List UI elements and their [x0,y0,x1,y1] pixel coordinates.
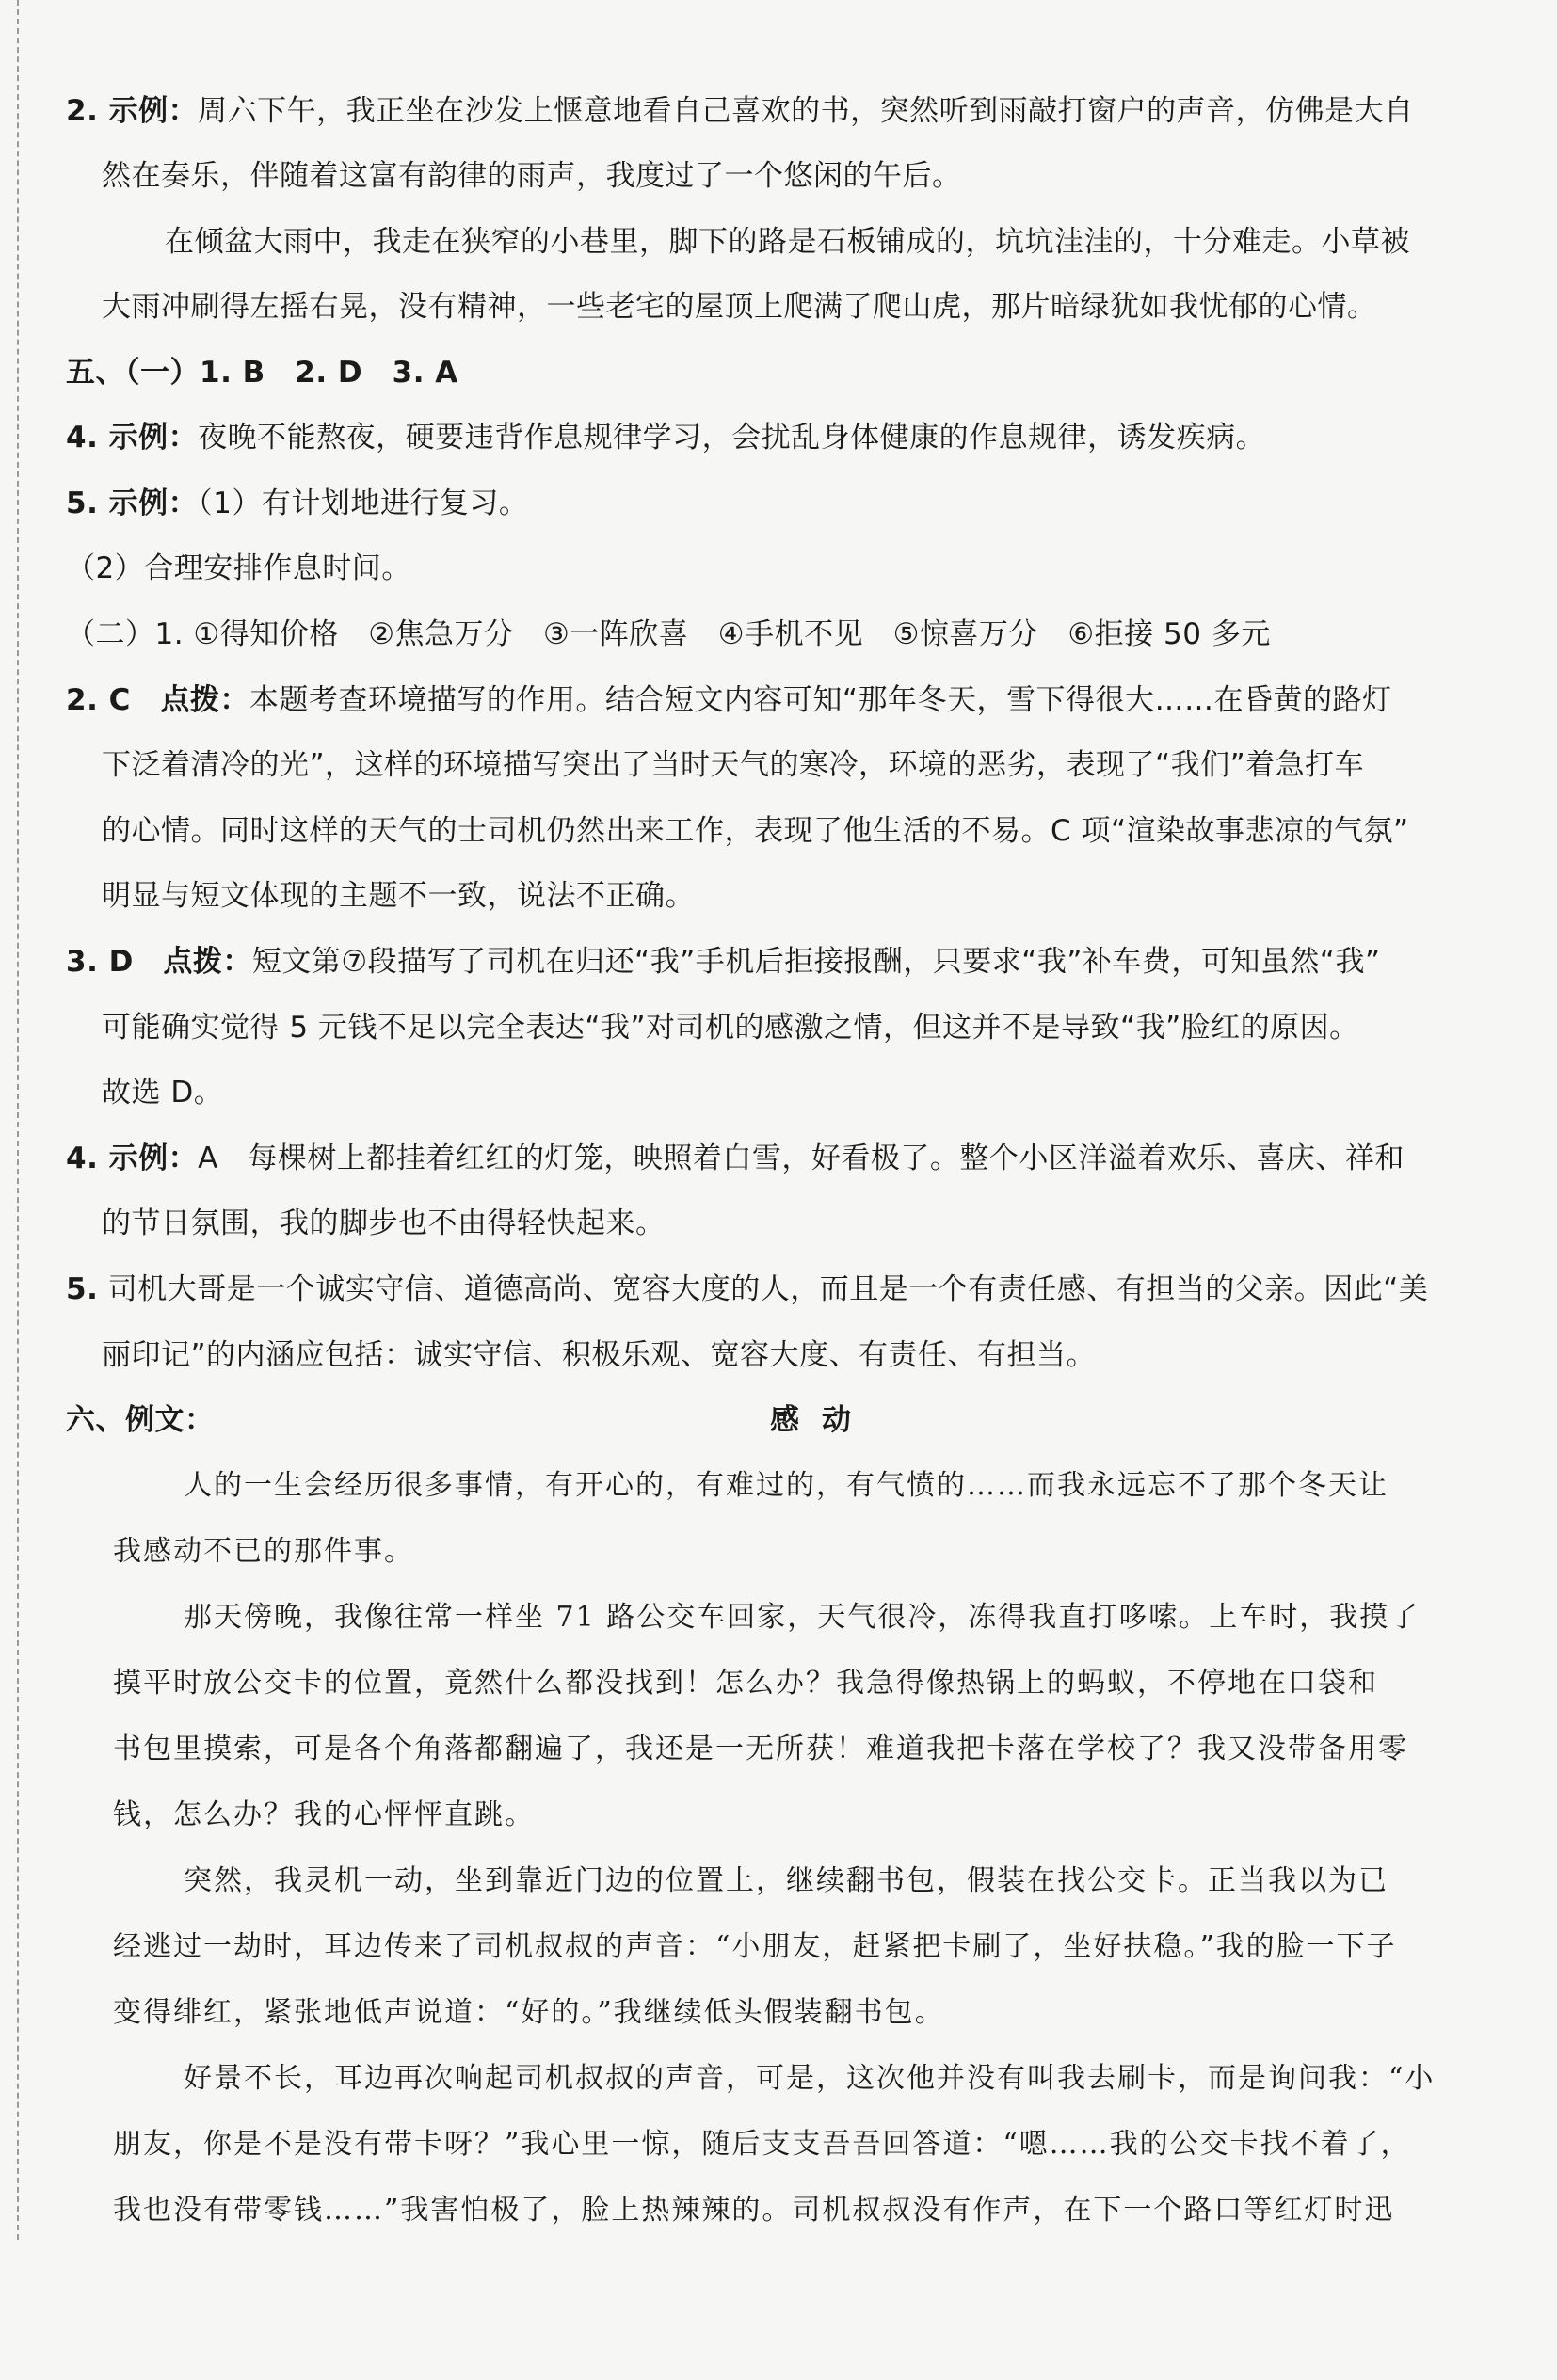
answer-2-para-2-line-2: 大雨冲刷得左摇右晃，没有精神，一些老宅的屋顶上爬满了爬山虎，那片暗绿犹如我忧郁的心情。 [102,290,1377,324]
essay-para-2-line-3: 书包里摸索，可是各个角落都翻遍了，我还是一无所获！难道我把卡落在学校了？我又没带备用零 [113,1733,1408,1765]
essay-para-2-line-2: 摸平时放公交卡的位置，竟然什么都没找到！怎么办？我急得像热锅上的蚂蚁，不停地在口袋和 [113,1667,1378,1700]
essay-para-3-line-1: 突然，我灵机一动，坐到靠近门边的位置上，继续翻书包，假装在找公交卡。正当我以为已 [184,1864,1388,1897]
answer-text: 周六下午，我正坐在沙发上惬意地看自己喜欢的书，突然听到雨敲打窗户的声音，仿佛是大自 [198,94,1414,128]
answer-3d-line-2: 可能确实觉得 5 元钱不足以完全表达“我”对司机的感激之情，但这并不是导致“我”脸红的原因。 [102,1011,1359,1045]
answer-5b-line-2: 丽印记”的内涵应包括：诚实守信、积极乐观、宽容大度、有责任、有担当。 [102,1338,1097,1372]
essay-para-1-line-2: 我感动不已的那件事。 [113,1535,414,1568]
binding-margin-line [17,0,19,2240]
answer-text: （1）有计划地进行复习。 [198,487,529,520]
answer-number: 2. 示例： [66,94,199,128]
answer-number: 4. 示例： [66,421,199,455]
answer-2c-line-4: 明显与短文体现的主题不一致，说法不正确。 [102,879,695,913]
essay-para-4-line-2: 朋友，你是不是没有带卡呀？”我心里一惊，随后支支吾吾回答道：“嗯……我的公交卡找不着了， [113,2128,1411,2161]
answer-number: 5. [66,1272,99,1306]
answer-3d-line-3: 故选 D。 [102,1076,224,1110]
essay-para-4-line-3: 我也没有带零钱……”我害怕极了，脸上热辣辣的。司机叔叔没有作声，在下一个路口等红灯时迅 [113,2194,1395,2227]
essay-para-2-line-1: 那天傍晚，我像往常一样坐 71 路公交车回家，天气很冷，冻得我直打哆嗦。上车时，我摸了 [184,1601,1421,1634]
answer-4a-line-2: 的节日氛围，我的脚步也不由得轻快起来。 [102,1206,666,1240]
answer-2c-line-1 [66,679,1391,721]
answer-text: 司机大哥是一个诚实守信、道德高尚、宽容大度的人，而且是一个有责任感、有担当的父亲。因此“美 [107,1272,1429,1306]
answer-text: 短文第⑦段描写了司机在归还“我”手机后拒接报酬，只要求“我”补车费，可知虽然“我” [251,945,1381,979]
essay-para-3-line-2: 经逃过一劫时，耳边传来了司机叔叔的声音：“小朋友，赶紧把卡刷了，坐好扶稳。”我的脸一下子 [113,1930,1397,1963]
answer-text: 本题考查环境描写的作用。结合短文内容可知“那年冬天，雪下得很大……在昏黄的路灯 [249,683,1392,717]
answer-2c-line-3: 的心情。同时这样的天气的士司机仍然出来工作，表现了他生活的不易。C 项“渲染故事悲凉的气氛” [102,814,1409,848]
answer-number: 5. 示例： [66,487,199,520]
answer-5b-line-1 [66,1269,1428,1310]
answer-number: 4. 示例： [66,1142,199,1175]
answer-text: A 每棵树上都挂着红红的灯笼，映照着白雪，好看极了。整个小区洋溢着欢乐、喜庆、祥和 [198,1142,1405,1175]
answer-number: 2. C 点拨： [66,683,249,717]
answer-2-line-1 [66,90,1414,132]
essay-para-4-line-1: 好景不长，耳边再次响起司机叔叔的声音，可是，这次他并没有叫我去刷卡，而是询问我：“小 [184,2062,1436,2095]
answer-5-4 [66,417,1265,458]
essay-para-1-line-1: 人的一生会经历很多事情，有开心的，有难过的，有气愤的……而我永远忘不了那个冬天让 [184,1469,1388,1502]
answer-4a-line-1 [66,1138,1405,1179]
answer-number: 3. D 点拨： [66,945,252,979]
section-6-heading: 六、例文： [66,1403,215,1437]
essay-para-3-line-3: 变得绯红，紧张地低声说道：“好的。”我继续低头假装翻书包。 [113,1996,945,2029]
section-5-part-2-q1: （二）1. ①得知价格 ②焦急万分 ③一阵欣喜 ④手机不见 ⑤惊喜万分 ⑥拒接 50 多元 [66,617,1271,651]
answer-3d-line-1 [66,941,1381,982]
answer-5-5-item-2: （2）合理安排作息时间。 [66,551,411,585]
answer-text: 夜晚不能熬夜，硬要违背作息规律学习，会扰乱身体健康的作息规律，诱发疾病。 [198,421,1266,455]
answer-5-5 [66,483,528,524]
answer-2-para-2-line-1: 在倾盆大雨中，我走在狭窄的小巷里，脚下的路是石板铺成的，坑坑洼洼的，十分难走。小草被 [165,225,1410,259]
answer-2c-line-2: 下泛着清冷的光”，这样的环境描写突出了当时天气的寒冷，环境的恶劣，表现了“我们”着急打车 [102,748,1365,782]
answer-2-line-2: 然在奏乐，伴随着这富有韵律的雨声，我度过了一个悠闲的午后。 [102,159,962,193]
essay-title: 感动 [770,1403,874,1437]
section-5-part-1: 五、（一）1. B 2. D 3. A [66,356,458,390]
essay-para-2-line-4: 钱，怎么办？我的心怦怦直跳。 [113,1798,535,1831]
